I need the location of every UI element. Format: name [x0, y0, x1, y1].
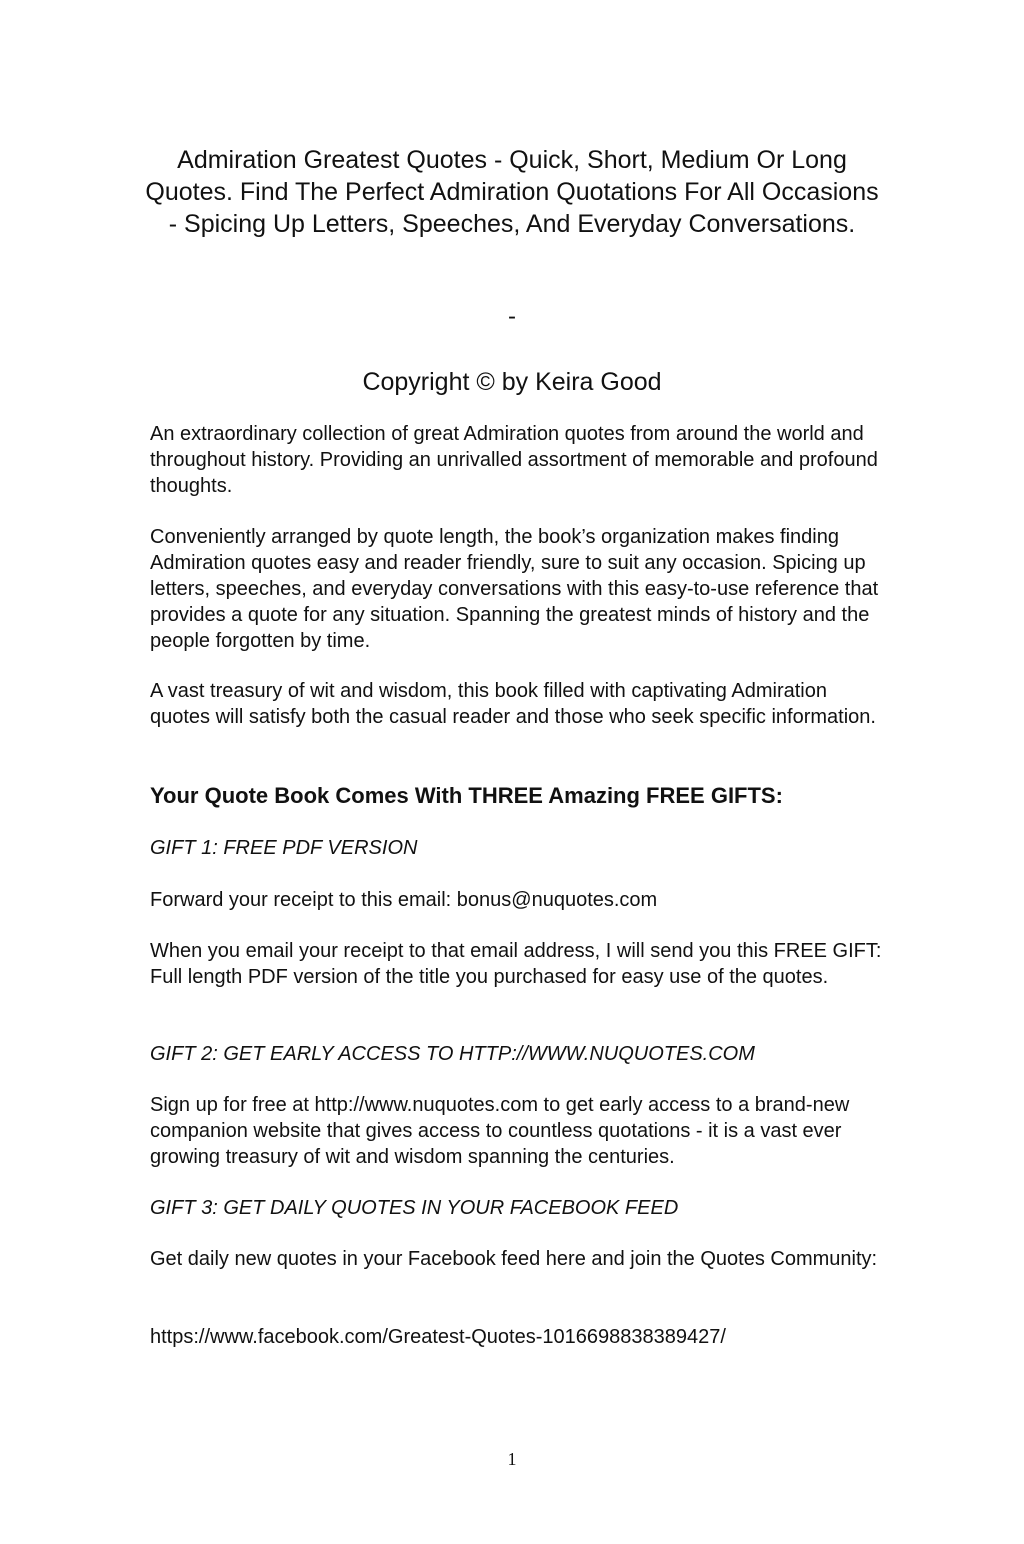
- gifts-heading: Your Quote Book Comes With THREE Amazing FREE GIFTS:: [150, 783, 783, 808]
- gift-2-title: GIFT 2: GET EARLY ACCESS TO HTTP://WWW.NUQUOTES.COM: [150, 1043, 755, 1065]
- gift-1-email-line: Forward your receipt to this email: bonus@nuquotes.com: [150, 889, 658, 911]
- facebook-url: https://www.facebook.com/Greatest-Quotes-1016698838389427/: [150, 1326, 726, 1348]
- copyright-line: Copyright © by Keira Good: [362, 368, 662, 396]
- gift-1-title: GIFT 1: FREE PDF VERSION: [150, 837, 418, 859]
- page-number: 1: [507, 1449, 517, 1469]
- document-title: Admiration Greatest Quotes - Quick, Short, Medium Or Long Quotes. Find The Perfect Admiration Quotations For All Occasions - Spicing Up Letters, Speeches, And Everyday Conversations.: [145, 146, 879, 238]
- gift-3-title: GIFT 3: GET DAILY QUOTES IN YOUR FACEBOOK FEED: [150, 1197, 679, 1219]
- title-separator: -: [508, 303, 516, 330]
- intro-paragraph-2: Conveniently arranged by quote length, the book’s organization makes finding Admiration quotes easy and reader friendly, sure to suit any occasion. Spicing up letters, speeches, and everyday conversations with this easy-to-use reference that provides a quote for any situation. Spanning the greatest minds of history and the people forgotten by time.: [150, 526, 879, 652]
- gift-3-description: Get daily new quotes in your Facebook feed here and join the Quotes Community:: [150, 1248, 878, 1270]
- gift-1-description: When you email your receipt to that email address, I will send you this FREE GIFT: Full length PDF version of the title you purchased for easy use of the quotes.: [150, 940, 882, 988]
- intro-paragraph-1: An extraordinary collection of great Admiration quotes from around the world and throughout history. Providing an unrivalled assortment of memorable and profound thoughts.: [150, 423, 878, 497]
- gift-2-description: Sign up for free at http://www.nuquotes.com to get early access to a brand-new companion website that gives access to countless quotations - it is a vast ever growing treasury of wit and wisdom spanning the centuries.: [150, 1094, 850, 1168]
- intro-paragraph-3: A vast treasury of wit and wisdom, this book filled with captivating Admiration quotes will satisfy both the casual reader and those who seek specific information.: [150, 680, 876, 728]
